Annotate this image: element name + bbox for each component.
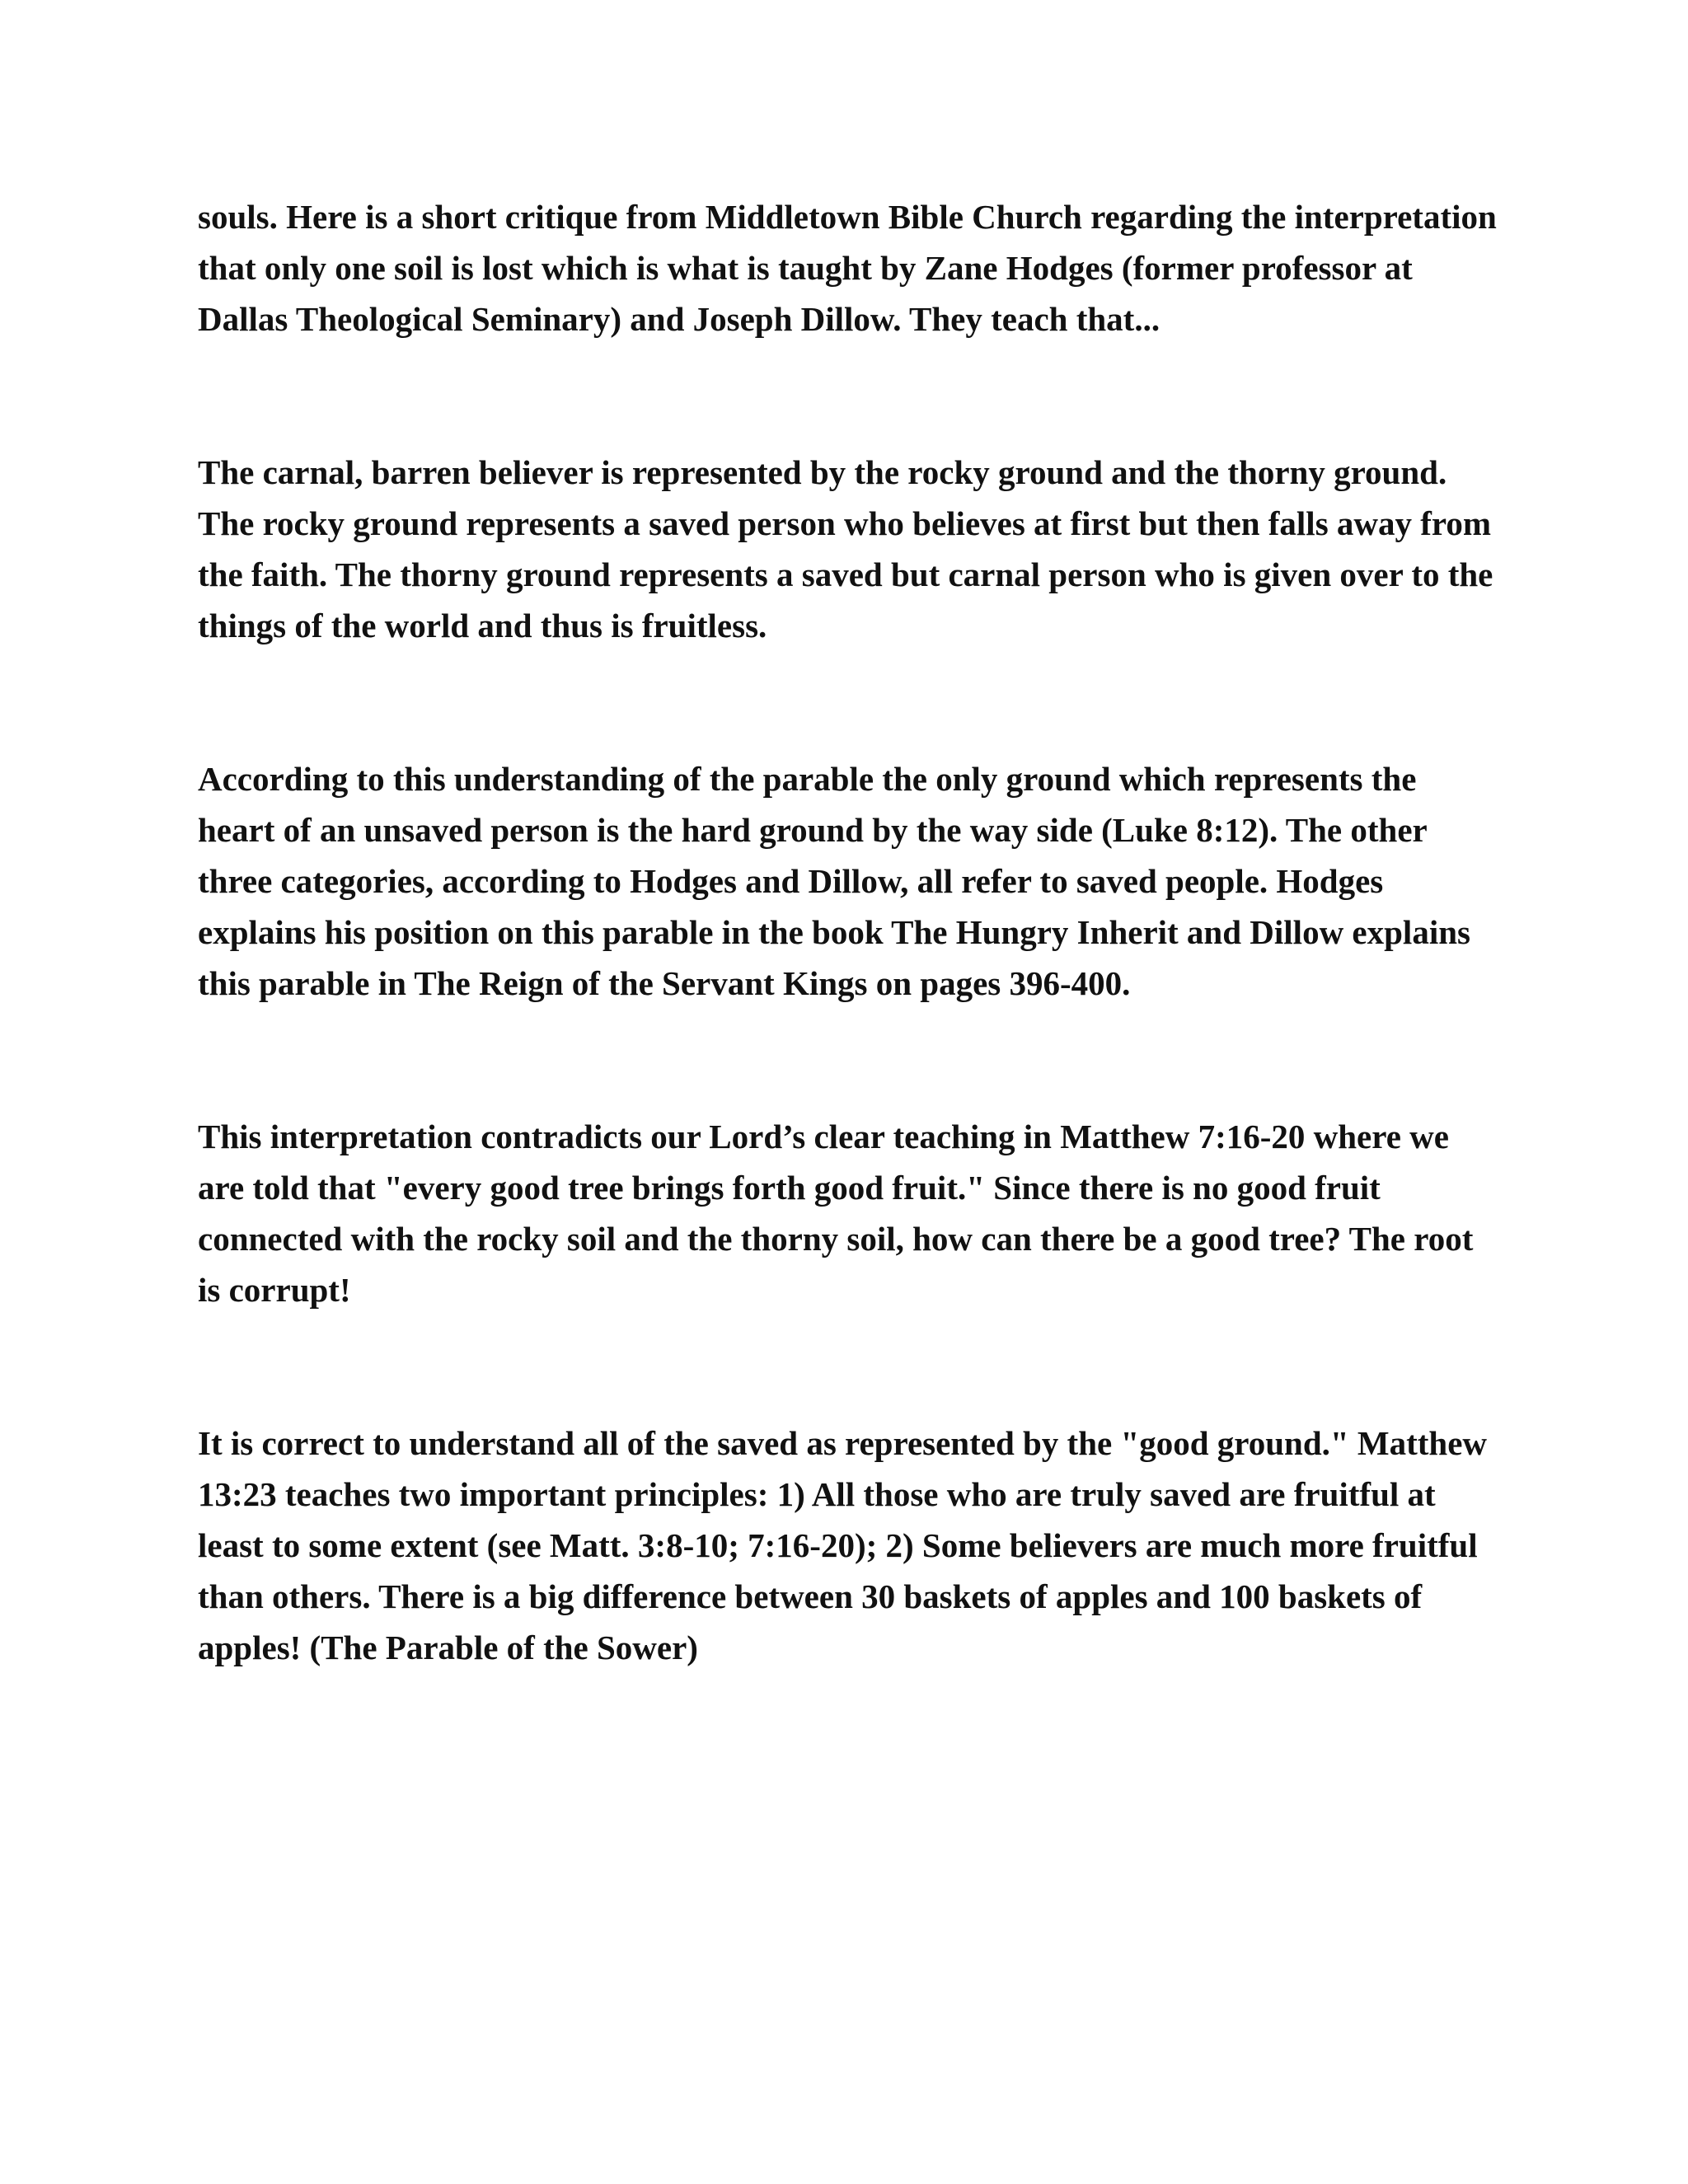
document-page	[198, 191, 1500, 1673]
paragraph-contradiction: This interpretation contradicts our Lord’s clear teaching in Matthew 7:16-20 where we are told that "every good tree brings forth good fruit." Since there is no good fruit connected with the rocky soil and the thorny soil, how can there be a good tree? The root is corrupt!	[198, 1118, 1474, 1309]
paragraph-gap	[198, 1315, 1500, 1418]
paragraph-carnal-believer: The carnal, barren believer is represented by the rocky ground and the thorny ground. The rocky ground represents a saved person who believes at first but then falls away from the faith. The thorny ground represents a saved but carnal person who is given over to the things of the world and thus is fruitless.	[198, 453, 1493, 644]
paragraph-unsaved-ground: According to this understanding of the parable the only ground which represents the heart of an unsaved person is the hard ground by the way side (Luke 8:12). The other three categories, according to Hodges and Dillow, all refer to saved people. Hodges explains his position on this parable in the book The Hungry Inherit and Dillow explains this parable in The Reign of the Servant Kings on pages 396-400.	[198, 760, 1470, 1002]
paragraph-gap	[198, 344, 1500, 447]
paragraph-good-ground: It is correct to understand all of the saved as represented by the "good ground." Matthew 13:23 teaches two important principles: 1) All those who are truly saved are fruitful at least to some extent (see Matt. 3:8-10; 7:16-20); 2) Some believers are much more fruitful than others. There is a big difference between 30 baskets of apples and 100 baskets of apples! (The Parable of the Sower)	[198, 1424, 1488, 1666]
paragraph-gap	[198, 651, 1500, 753]
paragraph-critique-intro: souls. Here is a short critique from Middletown Bible Church regarding the interpretation that only one soil is lost which is what is taught by Zane Hodges (former professor at Dallas Theological Seminary) and Joseph Dillow. They teach that...	[198, 198, 1497, 338]
paragraph-gap	[198, 1009, 1500, 1111]
